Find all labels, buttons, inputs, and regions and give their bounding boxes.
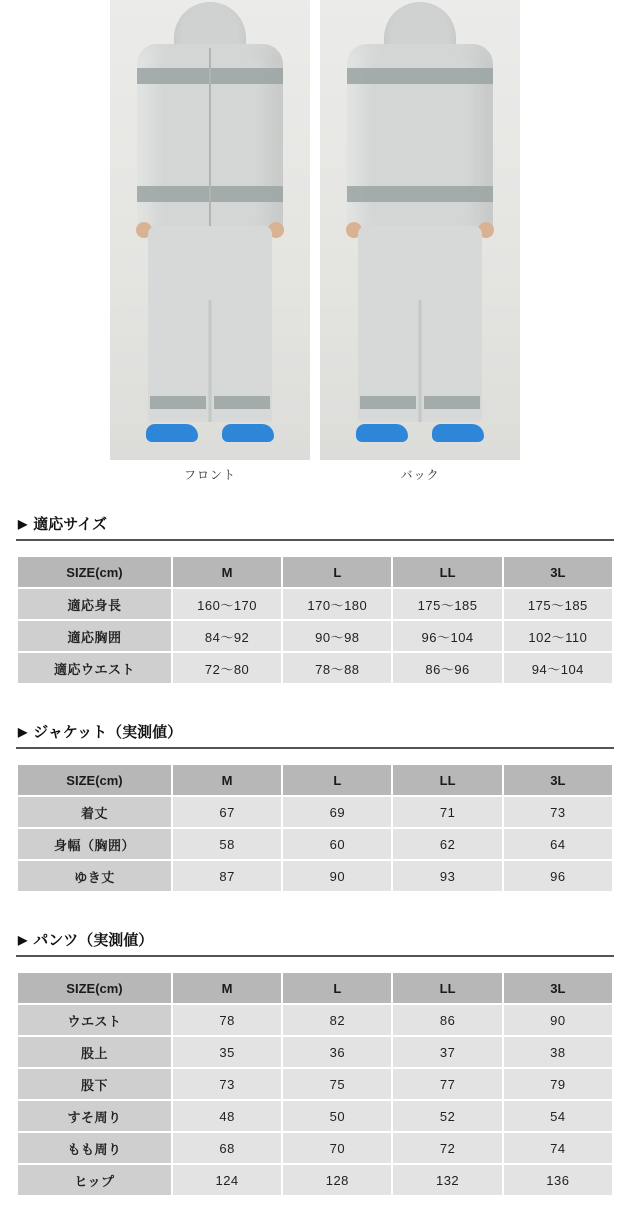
cell-m: 78 [172,1004,282,1036]
cell-m: 72〜80 [172,652,282,684]
cell-ll: 77 [392,1068,502,1100]
table-header-row [17,556,613,588]
cell-l: 60 [282,828,392,860]
product-photo-back [320,0,520,493]
triangle-marker-icon: ▶ [18,932,28,947]
row-label: すそ周り [17,1100,172,1132]
pants-cuff-left [150,396,206,409]
cell-m: 67 [172,796,282,828]
model-illustration-front [110,0,310,460]
pants-cuff-left-back [360,396,416,409]
cell-ll: 52 [392,1100,502,1132]
cell-3l: 64 [503,828,613,860]
photo-frame-front [110,0,310,460]
cell-l: 36 [282,1036,392,1068]
photo-frame-back [320,0,520,460]
cell-ll: 62 [392,828,502,860]
pants-leg-split [209,300,212,422]
model-shoe-right-back [432,424,484,442]
reflective-stripe-upper-back [347,68,493,84]
section-heading-fit-size [16,507,614,541]
table-row [17,1036,613,1068]
cell-m: 68 [172,1132,282,1164]
table-row [17,1100,613,1132]
col-header-l: L [282,556,392,588]
cell-ll: 86 [392,1004,502,1036]
jacket-zipper [209,48,211,230]
reflective-stripe-lower-back [347,186,493,202]
cell-3l: 74 [503,1132,613,1164]
cell-m: 48 [172,1100,282,1132]
cell-ll: 72 [392,1132,502,1164]
bottom-padding [0,1203,630,1209]
spacer [0,691,630,701]
cell-l: 128 [282,1164,392,1196]
section-title-fit-size: 適応サイズ [33,516,108,533]
table-fit-size [16,555,614,685]
product-photo-front [110,0,310,493]
cell-ll: 132 [392,1164,502,1196]
photo-caption-back: バック [400,468,440,482]
cell-3l: 38 [503,1036,613,1068]
table-jacket [16,763,614,893]
col-header-l: L [282,764,392,796]
table-row [17,860,613,892]
cell-m: 124 [172,1164,282,1196]
row-label: 適応胸囲 [17,620,172,652]
col-header-m: M [172,556,282,588]
col-header-size: SIZE(cm) [17,556,172,588]
row-label: 股下 [17,1068,172,1100]
cell-ll: 93 [392,860,502,892]
cell-ll: 96〜104 [392,620,502,652]
row-label: ゆき丈 [17,860,172,892]
cell-3l: 96 [503,860,613,892]
cell-m: 84〜92 [172,620,282,652]
cell-m: 87 [172,860,282,892]
col-header-3l: 3L [503,556,613,588]
table-header-row [17,972,613,1004]
cell-ll: 175〜185 [392,588,502,620]
col-header-3l: 3L [503,764,613,796]
row-label: 身幅（胸囲） [17,828,172,860]
row-label: 適応ウエスト [17,652,172,684]
table-row [17,1068,613,1100]
col-header-ll: LL [392,556,502,588]
photo-caption-front: フロント [183,468,236,482]
col-header-m: M [172,972,282,1004]
col-header-ll: LL [392,764,502,796]
pants-leg-split-back [419,300,422,422]
spacer [0,899,630,909]
col-header-l: L [282,972,392,1004]
cell-3l: 90 [503,1004,613,1036]
col-header-3l: 3L [503,972,613,1004]
cell-3l: 102〜110 [503,620,613,652]
cell-m: 35 [172,1036,282,1068]
cell-l: 50 [282,1100,392,1132]
cell-l: 170〜180 [282,588,392,620]
row-label: 着丈 [17,796,172,828]
section-title-pants: パンツ（実測値） [33,932,154,949]
cell-3l: 79 [503,1068,613,1100]
table-pants [16,971,614,1197]
table-row [17,620,613,652]
section-title-jacket: ジャケット（実測値） [33,724,183,741]
section-fit-size [0,507,630,685]
cell-ll: 86〜96 [392,652,502,684]
row-label: 股上 [17,1036,172,1068]
cell-l: 69 [282,796,392,828]
cell-m: 160〜170 [172,588,282,620]
col-header-size: SIZE(cm) [17,972,172,1004]
row-label: もも周り [17,1132,172,1164]
table-row [17,588,613,620]
row-label: 適応身長 [17,588,172,620]
model-illustration-back [320,0,520,460]
cell-l: 78〜88 [282,652,392,684]
pants-cuff-right [214,396,270,409]
model-shoe-right [222,424,274,442]
cell-l: 75 [282,1068,392,1100]
table-row [17,652,613,684]
pants-cuff-right-back [424,396,480,409]
table-row [17,828,613,860]
triangle-marker-icon: ▶ [18,724,28,739]
cell-3l: 175〜185 [503,588,613,620]
cell-l: 82 [282,1004,392,1036]
triangle-marker-icon: ▶ [18,516,28,531]
cell-3l: 94〜104 [503,652,613,684]
row-label: ヒップ [17,1164,172,1196]
col-header-size: SIZE(cm) [17,764,172,796]
cell-m: 58 [172,828,282,860]
table-row [17,1164,613,1196]
cell-3l: 73 [503,796,613,828]
cell-ll: 71 [392,796,502,828]
cell-l: 70 [282,1132,392,1164]
cell-l: 90 [282,860,392,892]
model-shoe-left-back [356,424,408,442]
section-jacket [0,715,630,893]
cell-3l: 54 [503,1100,613,1132]
cell-3l: 136 [503,1164,613,1196]
cell-l: 90〜98 [282,620,392,652]
table-row [17,1132,613,1164]
row-label: ウエスト [17,1004,172,1036]
section-heading-jacket [16,715,614,749]
cell-ll: 37 [392,1036,502,1068]
section-heading-pants [16,923,614,957]
table-row [17,1004,613,1036]
section-pants [0,923,630,1197]
model-shoe-left [146,424,198,442]
cell-m: 73 [172,1068,282,1100]
table-header-row [17,764,613,796]
table-row [17,796,613,828]
col-header-ll: LL [392,972,502,1004]
product-photo-row [0,0,630,493]
col-header-m: M [172,764,282,796]
